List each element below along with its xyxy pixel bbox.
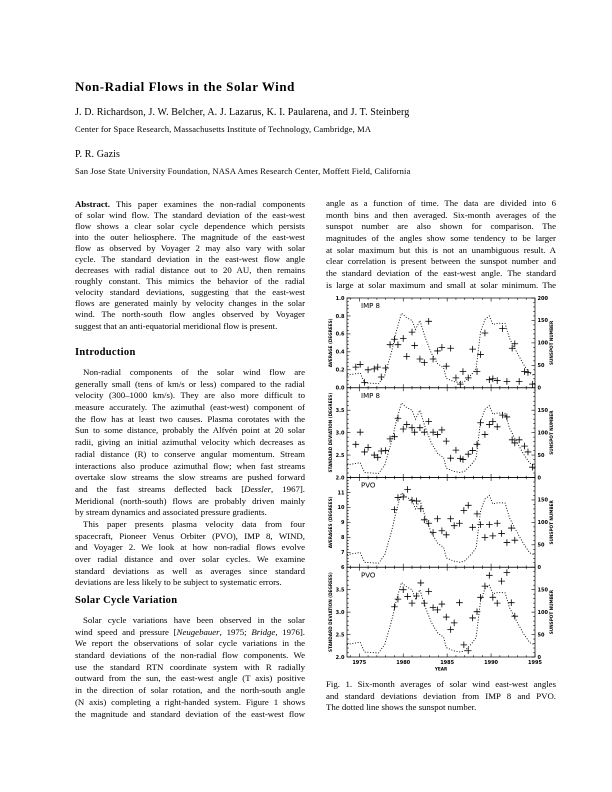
figure-panel xyxy=(328,385,554,482)
data-point xyxy=(504,378,511,385)
abstract-label: Abstract. xyxy=(75,198,110,209)
text-line xyxy=(75,484,305,496)
data-point xyxy=(498,578,505,585)
y-tick-label: 1.0 xyxy=(335,295,345,302)
data-point xyxy=(443,438,450,445)
paper-title: Non-Radial Flows in the Solar Wind xyxy=(75,79,295,94)
y-tick-label: 3.5 xyxy=(335,587,345,594)
sunspot-number-line xyxy=(347,313,535,383)
data-point xyxy=(391,336,398,343)
text-line: interactions also produce azimuthal flow; when fast streams xyxy=(75,460,305,471)
data-point xyxy=(439,601,446,608)
figure-panel xyxy=(328,567,554,671)
text-line: radii, giving an initial azimuthal velocity which decreases as xyxy=(75,437,305,448)
y-axis-title: STANDARD DEVIATION (DEGREES) xyxy=(328,572,333,652)
data-point xyxy=(382,447,389,454)
text-line: spacecraft, Pioneer Venus Orbiter (PVO), IMP 8, WIND, xyxy=(75,530,305,541)
data-point xyxy=(361,449,368,456)
y2-tick-label: 100 xyxy=(537,609,548,616)
text-line: angle as a function of time. The data are divided into 6 xyxy=(326,198,556,208)
data-point xyxy=(387,341,394,348)
data-point xyxy=(465,502,472,509)
y2-tick-label: 150 xyxy=(537,497,548,504)
y2-tick-label: 0 xyxy=(537,654,541,661)
text-line: Sun to some distance, probably the Alfvén point at 20 solar xyxy=(75,425,305,436)
panel-label: IMP 8 xyxy=(361,302,381,310)
y-tick-label: 0.2 xyxy=(335,367,345,374)
data-point xyxy=(400,586,407,593)
data-point xyxy=(400,426,407,433)
text-line: The dotted line shows the sunspot number. xyxy=(326,702,477,713)
text-line: in the direction of solar rotation, and the north-south angle xyxy=(75,685,305,696)
text-line: the flow has at least two causes. Plasma corotates with the xyxy=(75,413,305,424)
data-point xyxy=(511,613,518,620)
data-point xyxy=(425,318,432,325)
data-point xyxy=(456,599,463,606)
y-tick-label: 0.0 xyxy=(335,385,345,392)
data-point xyxy=(434,348,441,355)
y-axis-title: AVERAGES (DEGREES) xyxy=(328,496,333,549)
text-line: velocity standard deviations, suggesting that the east-west xyxy=(75,287,305,298)
data-point xyxy=(417,356,424,363)
text-line: suggest that an anti-equatorial meridional flow is present. xyxy=(75,320,278,331)
data-point xyxy=(439,344,446,351)
text-segment: This paper examines the non-radial components xyxy=(109,198,305,209)
text-line xyxy=(75,627,305,639)
data-point xyxy=(409,600,416,607)
author-list: J. D. Richardson, J. W. Belcher, A. J. Lazarus, K. I. Paularena, and J. T. Steinberg xyxy=(75,107,410,118)
data-point xyxy=(477,594,484,601)
data-point xyxy=(511,537,518,544)
data-point xyxy=(391,603,398,610)
y2-tick-label: 100 xyxy=(537,340,548,347)
y-axis-title: AVERAGE (DEGREES) xyxy=(328,318,333,368)
data-point xyxy=(490,418,497,425)
data-point xyxy=(417,424,424,431)
data-point xyxy=(447,626,454,633)
text-line: We report the observations of solar cycle variations in the xyxy=(75,638,305,649)
author-list: P. R. Gazis xyxy=(75,149,120,160)
text-line: and Voyager 2. We look at how non-radial flows evolve xyxy=(75,542,305,553)
citation-author: Dessler xyxy=(244,483,272,494)
paragraph xyxy=(75,519,305,589)
panel-label: PVO xyxy=(361,571,376,580)
y2-tick-label: 150 xyxy=(537,407,548,414)
x-axis-title: YEAR xyxy=(434,666,448,672)
y-tick-label: 11 xyxy=(337,490,345,497)
data-point xyxy=(439,527,446,534)
data-point xyxy=(421,517,428,524)
data-point xyxy=(494,520,501,527)
sunspot-number-line xyxy=(347,493,535,563)
text-line: standard deviations of the non-radial flow components. We xyxy=(75,650,305,661)
y-tick-label: 0.8 xyxy=(335,313,345,320)
text-line: flow shows a clear solar cycle dependence which persists xyxy=(75,220,305,231)
text-line: over radial distance and over solar cycles. We examine xyxy=(75,554,305,564)
x-tick-label: 1980 xyxy=(396,660,411,666)
data-point xyxy=(404,486,411,493)
data-point xyxy=(469,447,476,454)
y2-axis-title: SUNSPOT NUMBER xyxy=(549,500,554,545)
figure-caption xyxy=(326,679,556,714)
text-line: roughly constant. This mimics the behavior of the radial xyxy=(75,276,305,287)
text-segment: , 1975; xyxy=(219,626,252,637)
data-point xyxy=(504,569,511,576)
data-point xyxy=(525,369,532,376)
y-tick-label: 0.4 xyxy=(335,349,345,356)
y2-tick-label: 100 xyxy=(537,430,548,437)
data-point xyxy=(378,448,385,455)
data-point xyxy=(382,365,389,372)
text-line: deviations are less likely to be subject to systematic errors. xyxy=(75,577,282,588)
data-point xyxy=(482,534,489,541)
sunspot-number-line xyxy=(347,583,535,653)
y-tick-label: 3.5 xyxy=(335,407,345,414)
text-line: decreases with radial distance out to 20 AU, then remains xyxy=(75,265,305,276)
text-line: use the standard RTN coordinate system with R radially xyxy=(75,661,305,672)
text-segment: and the fast streams deflected back [ xyxy=(75,483,245,494)
data-point xyxy=(443,614,450,621)
y2-tick-label: 0 xyxy=(537,475,541,482)
data-point xyxy=(395,415,402,422)
data-point xyxy=(465,451,472,458)
y-tick-label: 2.0 xyxy=(335,475,345,482)
data-point xyxy=(482,330,489,337)
data-point xyxy=(430,356,437,363)
text-line: measure accurately. The azimuthal (east-west) component of xyxy=(75,402,305,413)
y-tick-label: 7 xyxy=(341,550,345,557)
text-line: into the outer heliosphere. The magnitude of the east-west xyxy=(75,231,305,242)
data-point xyxy=(425,418,432,425)
data-point xyxy=(482,583,489,590)
continued-paragraph xyxy=(326,198,556,292)
x-tick-label: 1995 xyxy=(528,660,542,666)
data-point xyxy=(474,441,481,448)
data-point xyxy=(504,539,511,546)
data-point xyxy=(516,378,523,385)
data-point xyxy=(477,351,484,358)
figure-panel xyxy=(328,478,554,572)
introduction-body xyxy=(75,367,305,589)
text-line: wind. The north-south flow angles observed by Voyager xyxy=(75,309,305,320)
data-point xyxy=(352,441,359,448)
figure-1-chart xyxy=(320,290,560,682)
data-point xyxy=(447,455,454,462)
text-line: flow as observed by Voyager 2 may also vary with solar xyxy=(75,242,305,253)
y2-tick-label: 50 xyxy=(537,542,545,549)
data-point xyxy=(486,521,493,528)
data-point xyxy=(404,593,411,600)
y-tick-label: 3.0 xyxy=(335,609,345,616)
panel-frame xyxy=(347,478,535,568)
text-line: radial distance (R) to conserve angular momentum. Stream xyxy=(75,448,305,459)
text-line: Meridional (north-south) flows are probably driven mainly xyxy=(75,495,305,506)
data-point xyxy=(461,507,468,514)
data-point xyxy=(494,600,501,607)
data-point xyxy=(521,443,528,450)
text-line: at solar maximum but this is not an unambiguous result. A xyxy=(326,244,556,255)
y2-tick-label: 150 xyxy=(537,318,548,325)
data-point xyxy=(443,531,450,538)
data-point xyxy=(411,342,418,349)
data-point xyxy=(421,429,428,436)
data-point xyxy=(421,359,428,366)
y-tick-label: 10 xyxy=(337,505,345,512)
text-segment: , 1967]. xyxy=(271,483,305,494)
panel-label: IMP 8 xyxy=(361,391,381,400)
data-point xyxy=(460,368,467,375)
data-point xyxy=(486,421,493,428)
y2-tick-label: 0 xyxy=(537,565,541,572)
data-point xyxy=(474,368,481,375)
text-line: is large at solar maximum and small at solar minimum. The xyxy=(326,279,556,290)
text-line xyxy=(75,199,305,210)
panel-frame xyxy=(347,298,535,388)
data-point xyxy=(439,427,446,434)
data-point xyxy=(461,642,468,649)
text-line: standard deviations as well as averages since standard xyxy=(75,565,305,576)
text-line: velocity (300–1000 km/s). They are also more difficult to xyxy=(75,390,305,401)
data-point xyxy=(465,647,472,654)
text-line: generally small (tens of km/s or less) compared to the radial xyxy=(75,378,305,389)
data-point xyxy=(469,346,476,353)
data-point xyxy=(413,593,420,600)
data-point xyxy=(453,375,460,382)
data-point xyxy=(453,447,460,454)
data-point xyxy=(409,329,416,336)
data-point xyxy=(494,423,501,430)
y-tick-label: 6 xyxy=(341,565,345,572)
y2-axis-title: SUNSPOT NUMBER xyxy=(549,410,554,455)
text-segment: , 1976]. xyxy=(275,626,305,637)
solar-cycle-body xyxy=(75,615,305,720)
data-point xyxy=(525,449,532,456)
data-point xyxy=(374,364,381,371)
citation-author: Bridge xyxy=(251,626,276,637)
text-line: Fig. 1. Six-month averages of solar wind east-west angles xyxy=(326,679,556,689)
data-point xyxy=(391,506,398,513)
text-line: Non-radial components of the solar wind flow are xyxy=(83,367,305,377)
abstract xyxy=(75,199,305,332)
data-point xyxy=(474,511,481,518)
text-line: the magnitude and standard deviation of the east-west flow xyxy=(75,708,305,719)
data-point xyxy=(486,376,493,383)
data-point xyxy=(447,345,454,352)
text-line: Solar cycle variations have been observed in the solar xyxy=(83,615,305,625)
data-point xyxy=(482,431,489,438)
text-line: magnitudes of the angles show some tendency to be larger xyxy=(326,233,556,244)
data-point xyxy=(378,374,385,381)
text-line: cycle. The standard deviation in the east-west flow angle xyxy=(75,253,305,264)
data-point xyxy=(508,599,515,606)
text-line: sunspot number are also shown for comparison. The xyxy=(326,221,556,232)
data-point xyxy=(477,521,484,528)
text-line: clear correlation is present between the sunspot number and xyxy=(326,256,556,267)
y-axis-title: STANDARD DEVIATION (DEGREES) xyxy=(328,392,333,473)
section-heading-introduction: Introduction xyxy=(75,347,136,358)
data-point xyxy=(409,497,416,504)
text-line: outward from the sun, the east-west angle (T axis) positive xyxy=(75,673,305,684)
y2-tick-label: 0 xyxy=(537,385,541,392)
text-line: month bins and then averaged. Six-month averages of the xyxy=(326,209,556,220)
citation-author: Neugebauer xyxy=(176,626,220,637)
data-point xyxy=(486,572,493,579)
author-affiliation: San Jose State University Foundation, NASA Ames Research Center, Moffett Field, California xyxy=(75,166,411,176)
y-tick-label: 2.0 xyxy=(335,654,345,661)
text-line: flows are generated mainly by velocity changes in the solar xyxy=(75,298,305,309)
data-point xyxy=(365,444,372,451)
text-line: of solar wind flow. The standard deviation of the east-west xyxy=(75,209,305,220)
data-point xyxy=(490,375,497,382)
data-point xyxy=(430,529,437,536)
figure-panel xyxy=(328,296,554,392)
data-point xyxy=(395,494,402,501)
y2-axis-title: SUNSPOT NUMBER xyxy=(549,590,554,635)
paragraph xyxy=(75,615,305,720)
panel-frame xyxy=(347,567,535,657)
panel-frame xyxy=(347,388,535,478)
panel-label: PVO xyxy=(361,481,376,490)
text-line: the standard deviation of the east-west angle. The standard xyxy=(326,268,556,279)
y-tick-label: 0.6 xyxy=(335,331,345,338)
y2-tick-label: 50 xyxy=(537,632,545,639)
paragraph xyxy=(75,367,305,519)
data-point xyxy=(494,377,501,384)
data-point xyxy=(365,367,372,374)
data-point xyxy=(417,580,424,587)
text-line: (N axis) completing a right-handed system. Figure 1 shows xyxy=(75,696,305,707)
data-point xyxy=(504,414,511,421)
data-point xyxy=(469,524,476,531)
y-tick-label: 9 xyxy=(341,520,345,527)
data-point xyxy=(490,533,497,540)
data-point xyxy=(421,600,428,607)
x-tick-label: 1985 xyxy=(440,660,455,666)
data-point xyxy=(447,515,454,522)
data-point xyxy=(403,353,410,360)
y-tick-label: 8 xyxy=(341,535,345,542)
y2-tick-label: 50 xyxy=(537,452,545,459)
data-point xyxy=(395,341,402,348)
x-tick-label: 1975 xyxy=(352,660,367,666)
data-point xyxy=(469,615,476,622)
data-point xyxy=(357,429,364,436)
sunspot-number-line xyxy=(347,403,535,473)
text-line: overtake slow streams the slow streams are pushed forward xyxy=(75,472,305,483)
section-heading-solar-cycle-variation: Solar Cycle Variation xyxy=(75,595,178,606)
data-point xyxy=(498,530,505,537)
y-tick-label: 3.0 xyxy=(335,430,345,437)
data-point xyxy=(403,421,410,428)
data-point xyxy=(425,588,432,595)
text-line: by stream dynamics and associated pressure gradients. xyxy=(75,507,267,518)
text-line: This paper presents plasma velocity data from four xyxy=(83,518,305,529)
data-point xyxy=(361,379,368,386)
data-point xyxy=(490,594,497,601)
data-point xyxy=(499,325,506,332)
data-point xyxy=(371,366,378,373)
y2-tick-label: 150 xyxy=(537,587,548,594)
data-point xyxy=(413,498,420,505)
data-point xyxy=(434,515,441,522)
data-point xyxy=(451,620,458,627)
data-point xyxy=(395,596,402,603)
y2-axis-title: SUNSPOT NUMBER xyxy=(549,320,554,365)
y2-tick-label: 100 xyxy=(537,520,548,527)
y2-tick-label: 200 xyxy=(537,295,548,302)
data-point xyxy=(477,419,484,426)
y-tick-label: 2.5 xyxy=(335,452,345,459)
text-line: and standard deviations deviation from IMP 8 and PVO. xyxy=(326,690,556,701)
author-affiliation: Center for Space Research, Massachusetts Institute of Technology, Cambridge, MA xyxy=(75,123,372,134)
data-point xyxy=(400,335,407,342)
y-tick-label: 2.5 xyxy=(335,632,345,639)
data-point xyxy=(516,437,523,444)
data-point xyxy=(425,520,432,527)
y2-tick-label: 50 xyxy=(537,363,545,370)
x-tick-label: 1990 xyxy=(484,660,499,666)
text-segment: wind speed and pressure [ xyxy=(75,626,177,637)
